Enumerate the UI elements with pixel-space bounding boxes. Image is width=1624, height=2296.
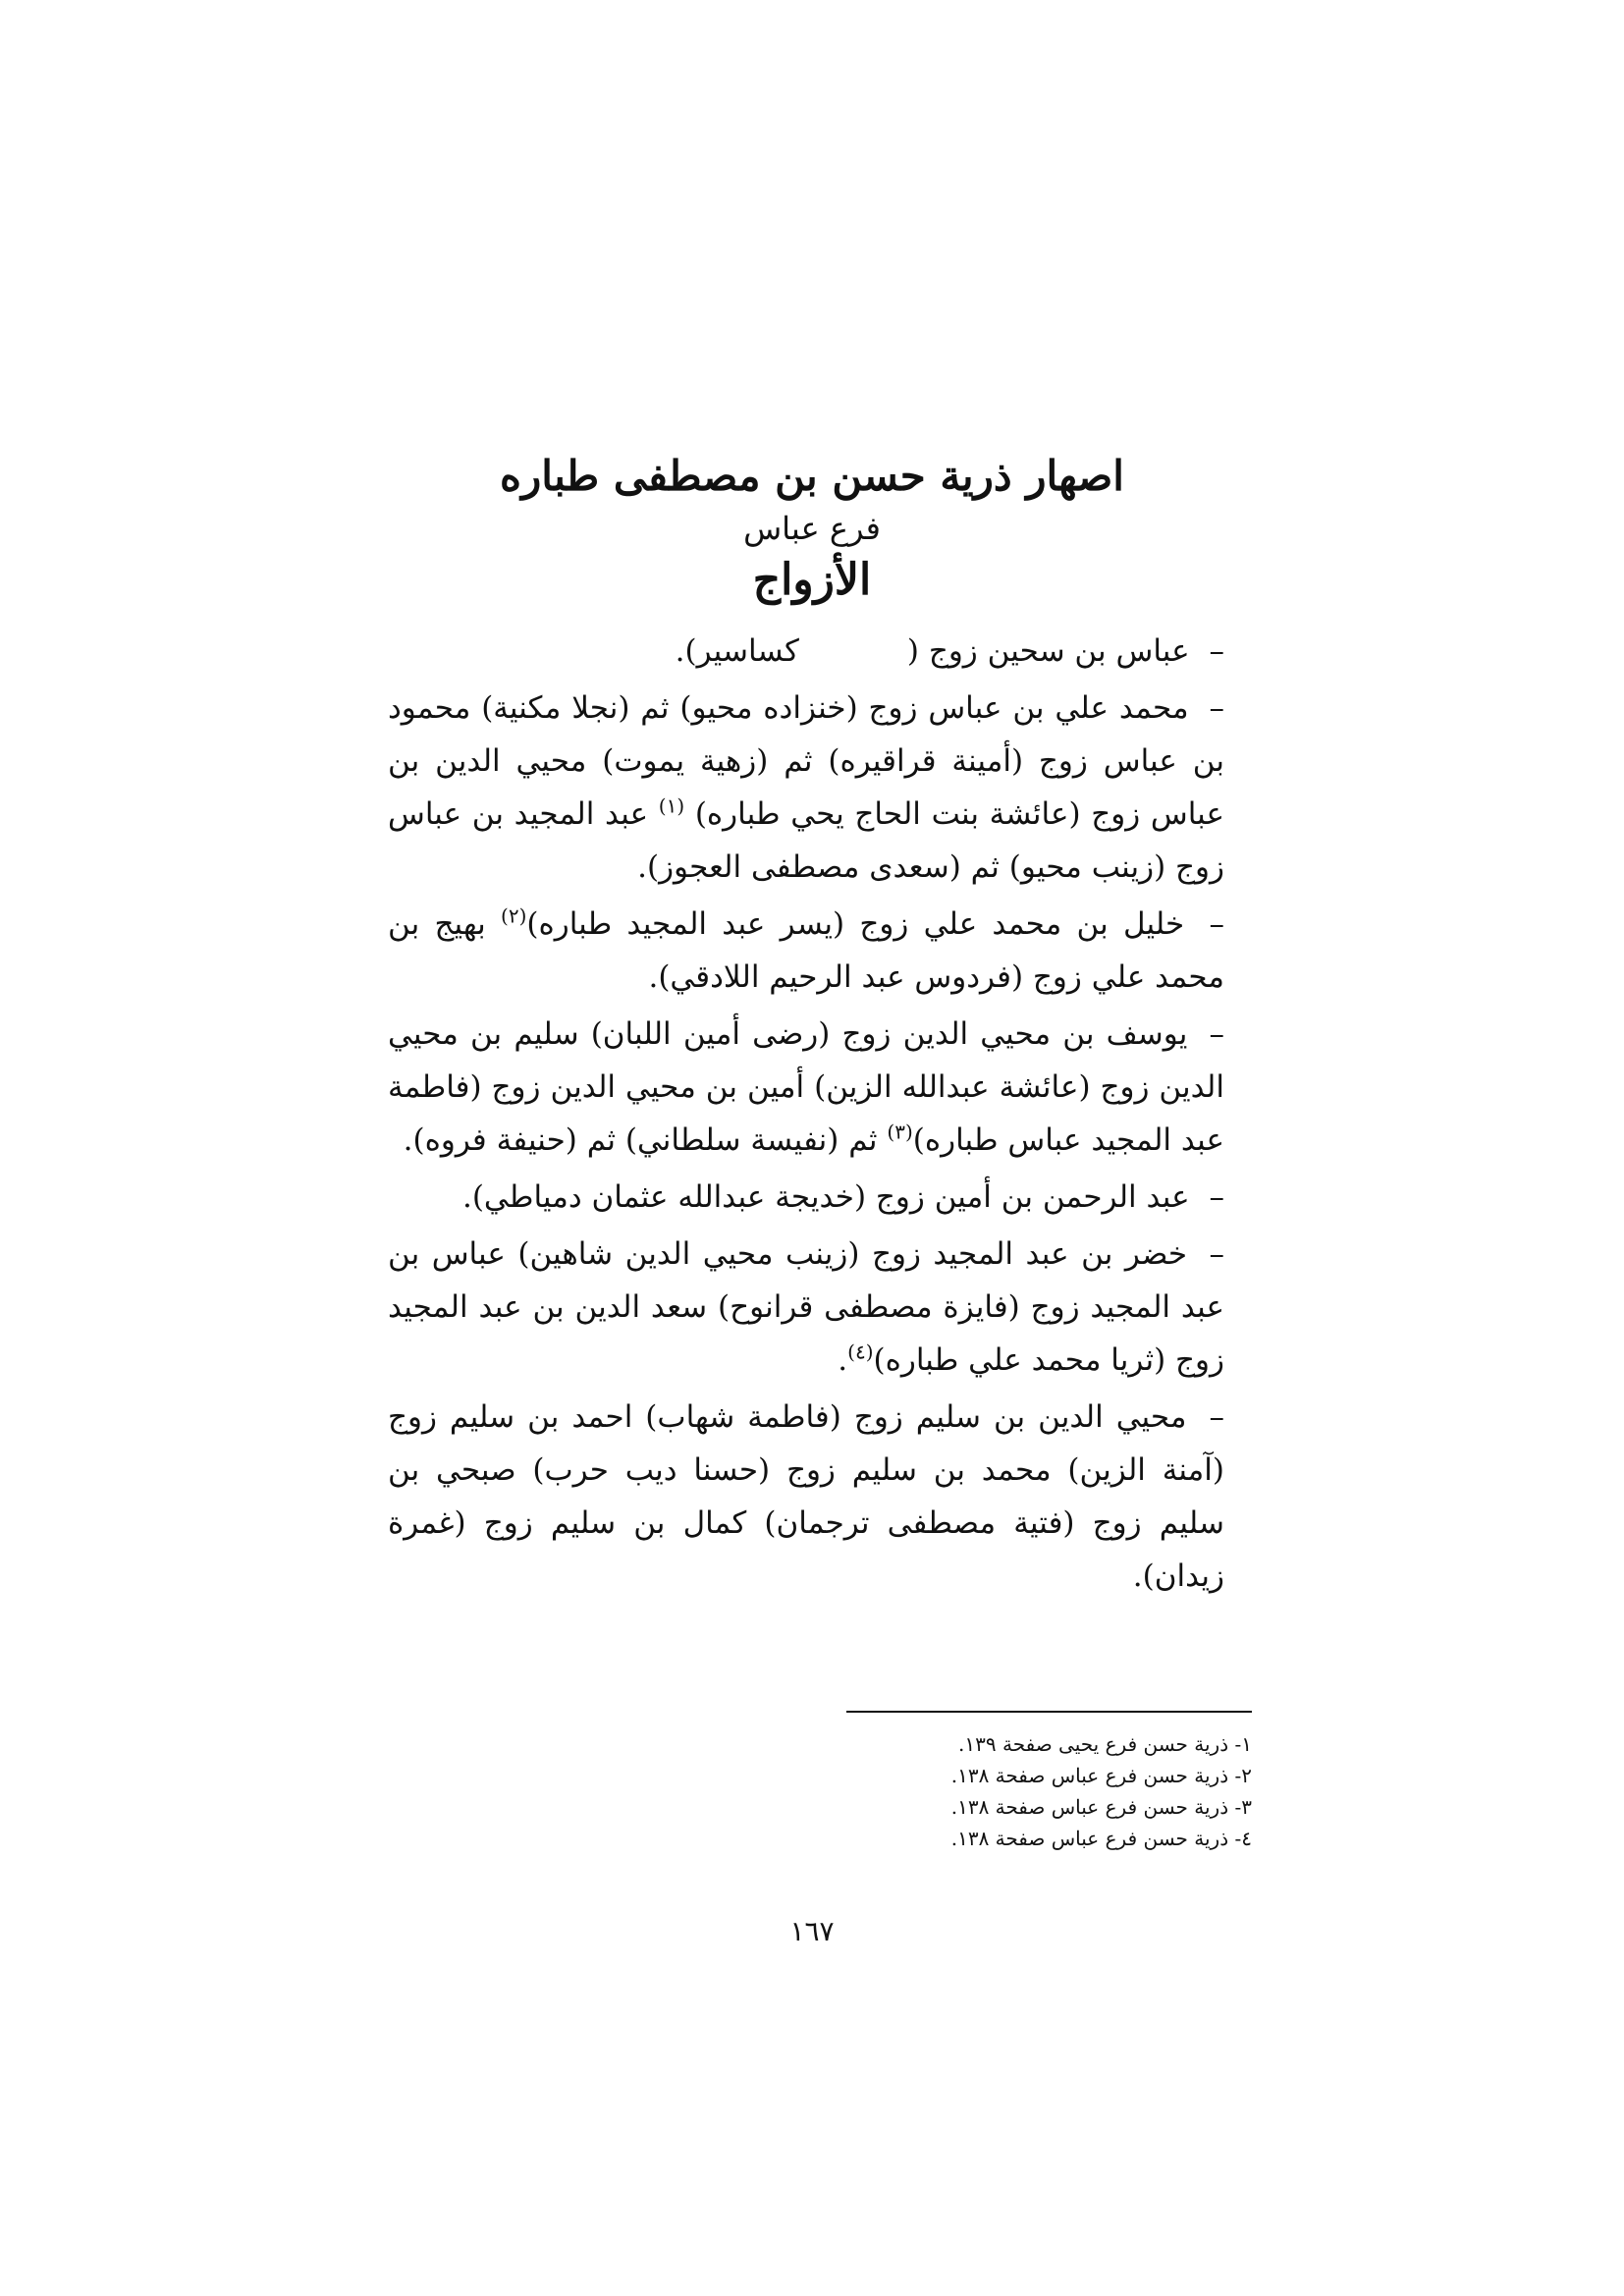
paragraph-text: كساسير).	[675, 633, 799, 669]
footnote-item: ١- ذرية حسن فرع يحيى صفحة ١٣٩.	[958, 1732, 1252, 1756]
footnote-ref: (٤)	[847, 1339, 874, 1364]
dash-marker: –	[1209, 906, 1224, 942]
footnote-ref: (٣)	[887, 1120, 913, 1144]
paragraph-7	[388, 1391, 1252, 1603]
footnote-item: ٢- ذرية حسن فرع عباس صفحة ١٣٨.	[950, 1764, 1252, 1787]
paragraph-text: يوسف بن محيي الدين زوج (رضى أمين اللبان) سليم بن محيي الدين زوج (عائشة عبدالله الزين) أمين بن محيي الدين زوج (فاطمة عبد المجيد عباس طباره)	[388, 1016, 1224, 1158]
paragraph-text: .	[838, 1342, 848, 1378]
paragraph-text: ثم (نفيسة سلطاني) ثم (حنيفة فروه).	[403, 1122, 878, 1158]
paragraph-5	[388, 1171, 1252, 1224]
paragraph-2	[388, 682, 1252, 894]
footnote-ref: (١)	[658, 793, 685, 818]
page-title: اصهار ذرية حسن بن مصطفى طباره	[500, 452, 1124, 500]
paragraph-text: عبد الرحمن بن أمين زوج (خديجة عبدالله عثمان دمياطي).	[461, 1179, 1190, 1215]
dash-marker: –	[1209, 1399, 1224, 1435]
heading-block	[0, 447, 1624, 610]
footnote-ref: (٢)	[501, 903, 527, 928]
paragraph-6	[388, 1228, 1252, 1387]
paragraph-1	[388, 625, 1252, 678]
paragraph-4	[388, 1008, 1252, 1167]
body-text	[388, 625, 1252, 1607]
dash-marker: –	[1209, 1236, 1225, 1272]
dash-marker: –	[1209, 1179, 1224, 1215]
paragraph-text: عبد المجيد بن عباس زوج (زينب محيو) ثم (سعدى مصطفى العجوز).	[388, 796, 1224, 885]
paragraph-text: محيي الدين بن سليم زوج (فاطمة شهاب) احمد بن سليم زوج (آمنة الزين) محمد بن سليم زوج (حسنا ديب حرب) صبحي بن سليم زوج (فتية مصطفى ترجمان) كمال بن سليم زوج (غمرة زيدان).	[388, 1399, 1224, 1594]
footnote-divider	[846, 1711, 1252, 1713]
page-number: ١٦٧	[789, 1915, 835, 1947]
paragraph-text: خليل بن محمد علي زوج (يسر عبد المجيد طباره)	[526, 906, 1185, 942]
dash-marker: –	[1209, 633, 1224, 669]
paragraph-text: بهيج بن محمد علي زوج (فردوس عبد الرحيم اللادقي).	[388, 906, 1224, 995]
paragraph-text: عباس بن سحين زوج (	[906, 633, 1190, 669]
page-subtitle: فرع عباس	[743, 510, 881, 547]
section-title: الأزواج	[752, 555, 872, 605]
paragraph-text: خضر بن عبد المجيد زوج (زينب محيي الدين شاهين) عباس بن عبد المجيد زوج (فايزة مصطفى قرانوح) سعد الدين بن عبد المجيد زوج (ثريا محمد علي طباره)	[388, 1236, 1224, 1378]
paragraph-text: محمد علي بن عباس زوج (خنزاده محيو) ثم (نجلا مكنية) محمود بن عباس زوج (أمينة قراقيره) ثم (زهية يموت) محيي الدين بن عباس زوج (عائشة بنت الحاج يحي طباره)	[388, 690, 1225, 832]
dash-marker: –	[1209, 690, 1225, 726]
paragraph-3	[388, 898, 1252, 1004]
dash-marker: –	[1209, 1016, 1224, 1052]
footnotes	[846, 1728, 1252, 1854]
footnote-item: ٣- ذرية حسن فرع عباس صفحة ١٣٨.	[950, 1795, 1252, 1819]
footnote-item: ٤- ذرية حسن فرع عباس صفحة ١٣٨.	[950, 1827, 1252, 1850]
